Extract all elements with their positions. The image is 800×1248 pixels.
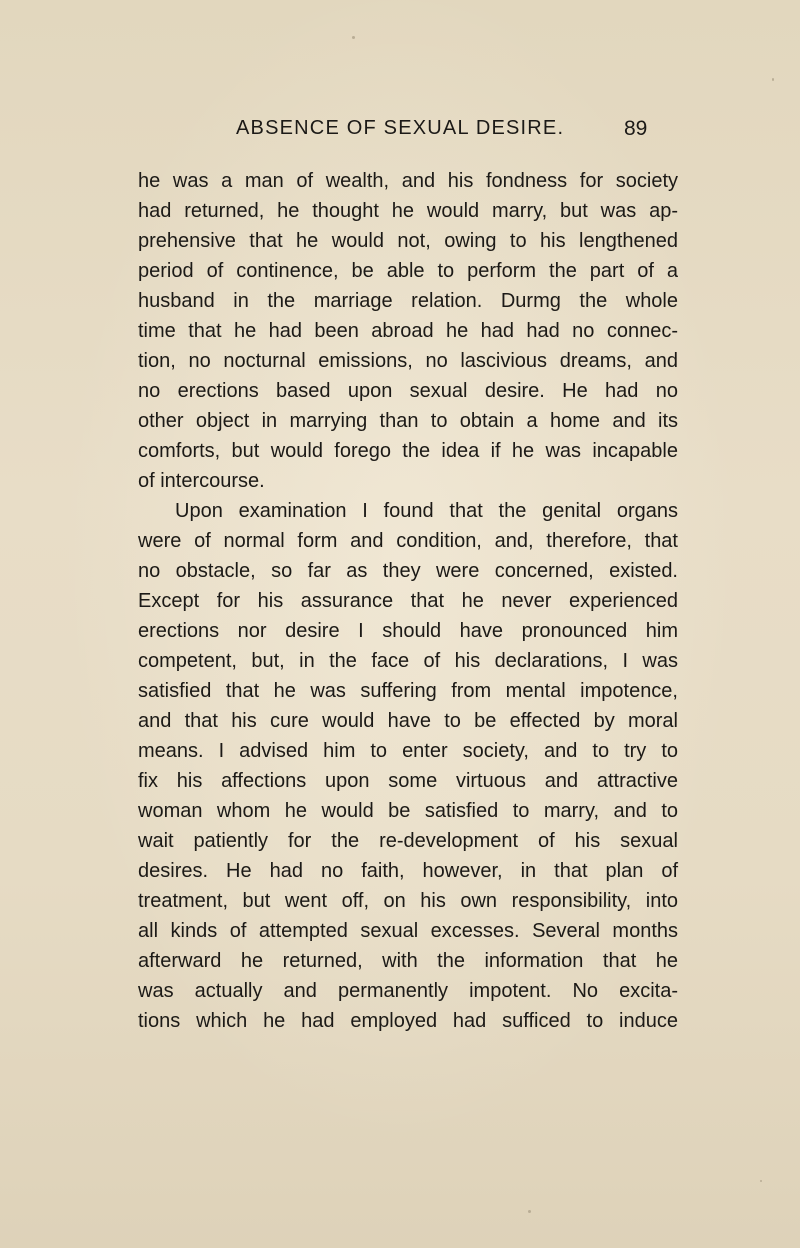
text-line: means. I advised him to enter society, and to try to [138, 740, 678, 762]
text-line: satisfied that he was suffering from mental impotence, [138, 680, 678, 702]
text-line: had returned, he thought he would marry, but was ap- [138, 200, 678, 222]
text-line: period of continence, be able to perform the part of a [138, 260, 678, 282]
text-line: was actually and permanently impotent. No excita- [138, 980, 678, 1002]
running-head-title: ABSENCE OF SEXUAL DESIRE. [236, 117, 565, 139]
text-line: no obstacle, so far as they were concerned, existed. [138, 560, 678, 582]
text-line: time that he had been abroad he had had no connec- [138, 320, 678, 342]
page-number: 89 [624, 117, 648, 140]
text-line: erections nor desire I should have pronounced him [138, 620, 678, 642]
text-line: fix his affections upon some virtuous and attractive [138, 770, 678, 792]
body-text [138, 166, 678, 1036]
paper-speck [772, 78, 774, 81]
text-line: were of normal form and condition, and, therefore, that [138, 530, 678, 552]
text-line: tion, no nocturnal emissions, no lascivious dreams, and [138, 350, 678, 372]
paper-speck [528, 1210, 531, 1213]
text-line: all kinds of attempted sexual excesses. Several months [138, 920, 678, 942]
text-line: no erections based upon sexual desire. He had no [138, 380, 678, 402]
text-line: Except for his assurance that he never experienced [138, 590, 678, 612]
text-line: treatment, but went off, on his own responsibility, into [138, 890, 678, 912]
text-line: wait patiently for the re-development of his sexual [138, 830, 678, 852]
text-line: and that his cure would have to be effected by moral [138, 710, 678, 732]
text-line: other object in marrying than to obtain a home and its [138, 410, 678, 432]
paper-speck [760, 1180, 762, 1182]
text-line: afterward he returned, with the information that he [138, 950, 678, 972]
running-head [0, 117, 800, 147]
text-line: desires. He had no faith, however, in that plan of [138, 860, 678, 882]
text-line: tions which he had employed had sufficed to induce [138, 1010, 678, 1032]
text-line: of intercourse. [138, 470, 265, 492]
text-line: prehensive that he would not, owing to his lengthened [138, 230, 678, 252]
text-line: woman whom he would be satisfied to marry, and to [138, 800, 678, 822]
text-line: competent, but, in the face of his declarations, I was [138, 650, 678, 672]
text-line-paragraph-start: Upon examination I found that the genital organs [175, 500, 678, 522]
text-line: husband in the marriage relation. Durmg the whole [138, 290, 678, 312]
paper-speck [352, 36, 355, 39]
text-line: comforts, but would forego the idea if he was incapable [138, 440, 678, 462]
text-line: he was a man of wealth, and his fondness for society [138, 170, 678, 192]
